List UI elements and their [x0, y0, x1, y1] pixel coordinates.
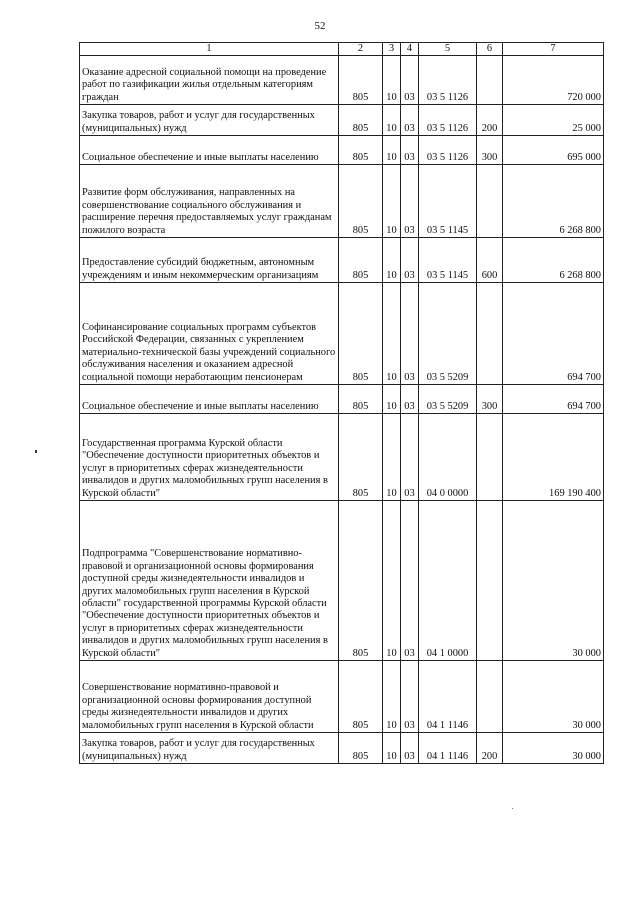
row-csr: 04 1 0000 — [419, 501, 477, 661]
row-name: Совершенствование нормативно-правовой и организационной основы формирования доступной среды жизнедеятельности инвалидов и других маломобильных групп населения в Курской области — [80, 661, 339, 733]
row-gr: 805 — [339, 56, 383, 105]
row-sum: 694 700 — [503, 283, 604, 385]
row-gr: 805 — [339, 165, 383, 238]
row-pr: 03 — [401, 414, 419, 501]
row-csr: 04 0 0000 — [419, 414, 477, 501]
row-rz: 10 — [383, 165, 401, 238]
row-csr: 03 5 1126 — [419, 56, 477, 105]
row-csr: 03 5 5209 — [419, 283, 477, 385]
column-header-gr: 2 — [339, 43, 383, 56]
row-rz: 10 — [383, 385, 401, 414]
row-name: Развитие форм обслуживания, направленных на совершенствование социального обслуживания и расширение перечня предоставляемых услуг гражданам пожилого возраста — [80, 165, 339, 238]
page-number: 52 — [314, 20, 326, 32]
column-header-name: 1 — [80, 43, 339, 56]
row-name: Закупка товаров, работ и услуг для государственных (муниципальных) нужд — [80, 105, 339, 136]
column-header-pr: 4 — [401, 43, 419, 56]
row-vr: 200 — [477, 733, 503, 764]
table-row — [80, 283, 604, 385]
row-name: Закупка товаров, работ и услуг для государственных (муниципальных) нужд — [80, 733, 339, 764]
row-name: Государственная программа Курской области "Обеспечение доступности приоритетных объектов и услуг в приоритетных сферах жизнедеятельности инвалидов и других маломобильных групп населения в Курской области" — [80, 414, 339, 501]
scan-speck — [512, 808, 513, 809]
row-vr: 300 — [477, 136, 503, 165]
row-sum: 30 000 — [503, 661, 604, 733]
table-row — [80, 733, 604, 764]
row-gr: 805 — [339, 385, 383, 414]
row-rz: 10 — [383, 56, 401, 105]
row-vr: 200 — [477, 105, 503, 136]
row-csr: 03 5 1126 — [419, 136, 477, 165]
row-gr: 805 — [339, 501, 383, 661]
row-rz: 10 — [383, 283, 401, 385]
row-rz: 10 — [383, 661, 401, 733]
row-sum: 720 000 — [503, 56, 604, 105]
row-pr: 03 — [401, 385, 419, 414]
row-pr: 03 — [401, 165, 419, 238]
row-csr: 04 1 1146 — [419, 661, 477, 733]
row-vr — [477, 414, 503, 501]
row-gr: 805 — [339, 136, 383, 165]
row-vr — [477, 56, 503, 105]
row-pr: 03 — [401, 105, 419, 136]
row-rz: 10 — [383, 733, 401, 764]
row-sum: 30 000 — [503, 501, 604, 661]
row-sum: 30 000 — [503, 733, 604, 764]
row-vr — [477, 165, 503, 238]
row-vr: 300 — [477, 385, 503, 414]
row-name: Подпрограмма "Совершенствование нормативно-правовой и организационной основы формирования доступной среды жизнедеятельности инвалидов и других маломобильных групп населения в Курской области" государственной программы Курской области "Обеспечение доступности приоритетных объектов и услуг в приоритетных сферах жизнедеятельности инвалидов и других маломобильных групп населения в Курской области" — [80, 501, 339, 661]
row-vr — [477, 661, 503, 733]
row-csr: 03 5 1145 — [419, 238, 477, 283]
row-sum: 695 000 — [503, 136, 604, 165]
column-header-rz: 3 — [383, 43, 401, 56]
row-gr: 805 — [339, 283, 383, 385]
row-pr: 03 — [401, 733, 419, 764]
table-row — [80, 385, 604, 414]
row-sum: 694 700 — [503, 385, 604, 414]
row-pr: 03 — [401, 661, 419, 733]
budget-table — [79, 42, 604, 764]
column-header-csr: 5 — [419, 43, 477, 56]
row-gr: 805 — [339, 733, 383, 764]
row-sum: 6 268 800 — [503, 165, 604, 238]
row-csr: 04 1 1146 — [419, 733, 477, 764]
row-pr: 03 — [401, 136, 419, 165]
row-sum: 6 268 800 — [503, 238, 604, 283]
table-row — [80, 165, 604, 238]
row-name: Социальное обеспечение и иные выплаты населению — [80, 136, 339, 165]
table-header-row — [80, 43, 604, 56]
column-header-sum: 7 — [503, 43, 604, 56]
table-row — [80, 661, 604, 733]
row-pr: 03 — [401, 238, 419, 283]
row-vr — [477, 283, 503, 385]
row-csr: 03 5 1145 — [419, 165, 477, 238]
row-sum: 169 190 400 — [503, 414, 604, 501]
row-pr: 03 — [401, 501, 419, 661]
row-sum: 25 000 — [503, 105, 604, 136]
row-pr: 03 — [401, 56, 419, 105]
row-vr — [477, 501, 503, 661]
row-name: Социальное обеспечение и иные выплаты населению — [80, 385, 339, 414]
row-gr: 805 — [339, 661, 383, 733]
row-rz: 10 — [383, 414, 401, 501]
row-rz: 10 — [383, 105, 401, 136]
table-row — [80, 414, 604, 501]
row-rz: 10 — [383, 238, 401, 283]
scan-speck — [35, 450, 37, 453]
row-pr: 03 — [401, 283, 419, 385]
table-row — [80, 105, 604, 136]
row-csr: 03 5 1126 — [419, 105, 477, 136]
row-gr: 805 — [339, 414, 383, 501]
row-vr: 600 — [477, 238, 503, 283]
row-name: Оказание адресной социальной помощи на проведение работ по газификации жилья отдельным категориям граждан — [80, 56, 339, 105]
row-name: Софинансирование социальных программ субъектов Российской Федерации, связанных с укреплением материально-технической базы учреждений социального обслуживания населения и оказанием адресной социальной помощи неработающим пенсионерам — [80, 283, 339, 385]
row-csr: 03 5 5209 — [419, 385, 477, 414]
table-row — [80, 136, 604, 165]
table-row — [80, 501, 604, 661]
row-gr: 805 — [339, 238, 383, 283]
row-name: Предоставление субсидий бюджетным, автономным учреждениям и иным некоммерческим организациям — [80, 238, 339, 283]
row-rz: 10 — [383, 136, 401, 165]
row-rz: 10 — [383, 501, 401, 661]
table-row — [80, 238, 604, 283]
row-gr: 805 — [339, 105, 383, 136]
column-header-vr: 6 — [477, 43, 503, 56]
table-row — [80, 56, 604, 105]
